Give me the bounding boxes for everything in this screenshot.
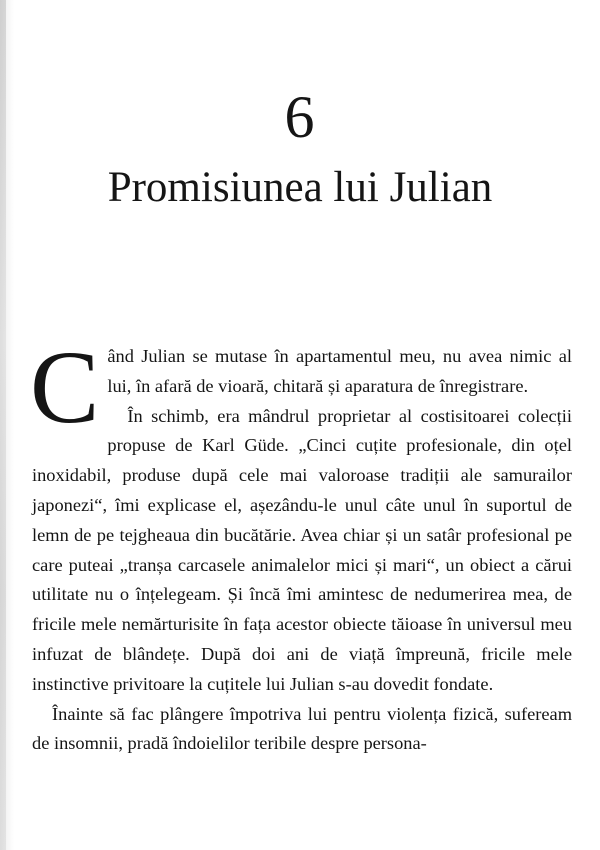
chapter-body [30, 330, 572, 759]
paragraph-text: ând Julian se mutase în apartamentul meu, nu avea nimic al lui, în afară de vioară, chitară și aparatura de înregistrare. [107, 346, 572, 396]
chapter-title: Promisiunea lui Julian [107, 164, 493, 211]
paragraph: Înainte să fac plângere împotriva lui pentru violența fizică, sufeream de insomnii, pradă îndoielilor teribile despre persona- [32, 703, 572, 754]
drop-cap: C [30, 330, 100, 445]
chapter-number: 6 [284, 84, 316, 150]
paragraph: În schimb, era mândrul proprietar al costisitoarei colecții propuse de Karl Güde. „Cinci cuțite profesionale, din oțel inoxidabil, produse după cele mai valoroase tradiții ale samurailor japonezi“, îmi explicase el, așezându-le unul câte unul în suportul de lemn de pe tejgheaua din bucătărie. Avea chiar și un satâr profesional pe care puteai „tranșa carcasele animalelor mici și mari“, un obiect a cărui utilitate nu o înțelegeam. Și încă îmi amintesc de nedumerirea mea, de fricile mele nemărturisite în fața acestor obiecte tăioase în universul meu infuzat de blândețe. După doi ani de viață împreună, fricile mele instinctive privitoare la cuțitele lui Julian s-au dovedit fondate. [32, 405, 572, 694]
paragraph [30, 330, 572, 445]
